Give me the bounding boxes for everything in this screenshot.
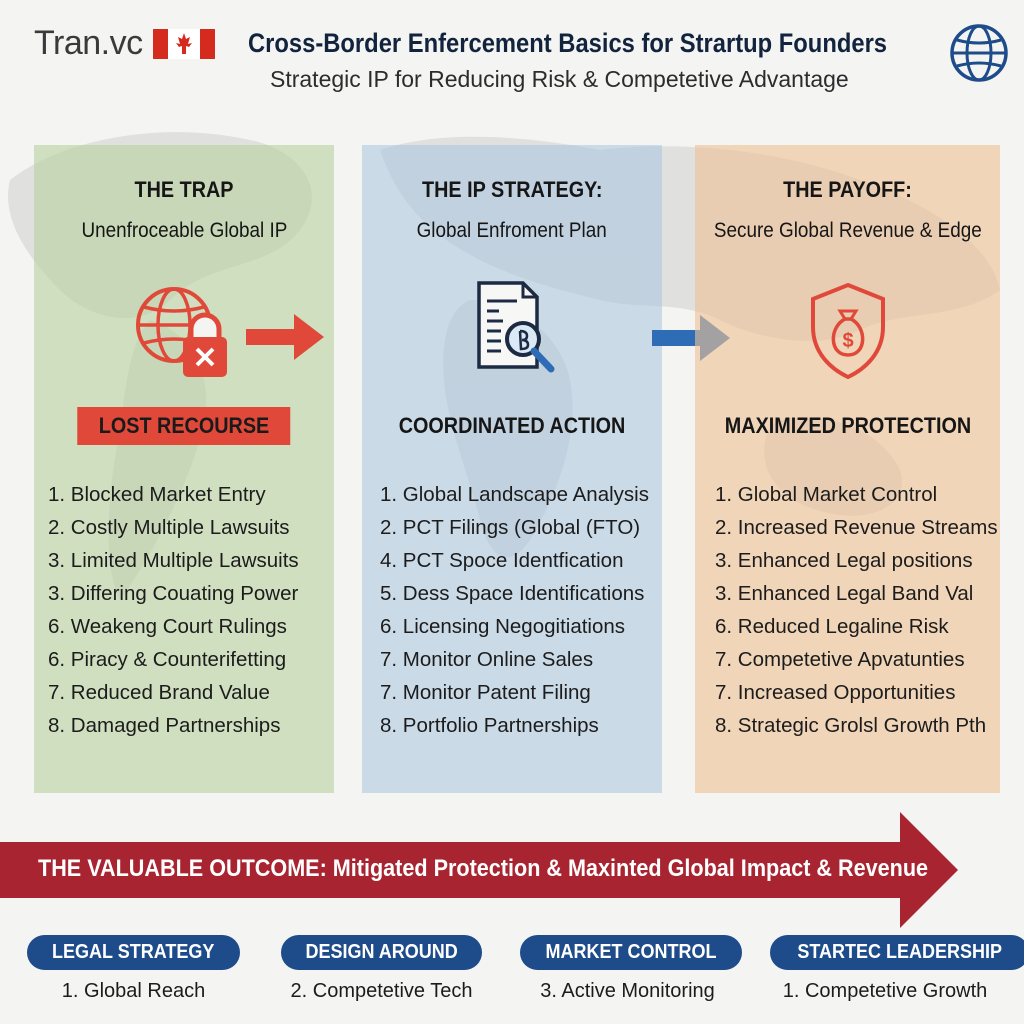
payoff-panel <box>695 145 1000 793</box>
list-item: 4. PCT Spoce Identfication <box>380 549 624 572</box>
pill-label: LEGAL STRATEGY <box>27 935 239 970</box>
list-item: 1. Global Landscape Analysis <box>380 483 649 506</box>
list-item: 6. Reduced Legaline Risk <box>715 615 949 638</box>
red-arrow-icon <box>246 312 326 362</box>
list-item: 6. Licensing Negogitiations <box>380 615 626 638</box>
shield-money-bag-icon <box>793 277 903 387</box>
payoff-subheading: Secure Global Revenue & Edge <box>713 219 982 242</box>
pill-label: STARTEC LEADERSHIP <box>770 935 1024 970</box>
list-item: 3. Enhanced Legal Band Val <box>715 582 974 605</box>
trap-subheading: Unenfroceable Global IP <box>81 219 287 242</box>
page-subtitle: Strategic IP for Reducing Risk & Competetive Advantage <box>270 66 849 92</box>
globe-icon <box>948 22 1010 84</box>
globe-lock-x-icon <box>129 277 239 387</box>
list-item: 6. Piracy & Counterifetting <box>48 648 287 671</box>
list-item: 8. Strategic Grolsl Growth Pth <box>715 714 987 737</box>
list-item: 7. Increased Opportunities <box>715 681 956 704</box>
list-item: 3. Limited Multiple Lawsuits <box>48 549 299 572</box>
pill-sub: 3. Active Monitoring <box>540 980 715 1002</box>
pill-sub: 1. Global Reach <box>61 980 206 1002</box>
list-item: 2. Increased Revenue Streams <box>715 516 998 539</box>
list-item: 8. Damaged Partnerships <box>48 714 281 737</box>
list-item: 3. Differing Couating Power <box>48 582 299 605</box>
coordinated-action-badge: COORDINATED ACTION <box>398 413 626 438</box>
list-item: 7. Reduced Brand Value <box>48 681 270 704</box>
pill-design-around <box>274 935 489 1003</box>
document-magnifier-icon <box>457 277 567 387</box>
brand-name: Tran.vc <box>34 24 143 62</box>
list-item: 1. Global Market Control <box>715 483 938 506</box>
list-item: 7. Monitor Online Sales <box>380 648 594 671</box>
payoff-list <box>715 478 998 742</box>
payoff-heading: THE PAYOFF: <box>783 177 912 202</box>
pill-startec-leadership <box>770 935 1003 1003</box>
lost-recourse-badge: LOST RECOURSE <box>77 407 290 445</box>
pill-sub: 2. Competetive Tech <box>290 980 473 1002</box>
canada-flag-icon <box>153 29 215 59</box>
list-item: 7. Competetive Apvatunties <box>715 648 965 671</box>
trap-list <box>48 478 299 742</box>
strategy-panel <box>362 145 662 793</box>
trap-panel <box>34 145 334 793</box>
outcome-banner-text: THE VALUABLE OUTCOME: Mitigated Protection & Maxinted Global Impact & Revenue <box>38 855 929 882</box>
pill-market-control <box>520 935 735 1003</box>
list-item: 2. PCT Filings (Global (FTO) <box>380 516 641 539</box>
brand-header <box>34 24 215 63</box>
list-item: 3. Enhanced Legal positions <box>715 549 973 572</box>
pill-label: MARKET CONTROL <box>520 935 742 970</box>
page-title: Cross-Border Enfercement Basics for Strartup Founders <box>248 28 888 58</box>
list-item: 2. Costly Multiple Lawsuits <box>48 516 290 539</box>
list-item: 1. Blocked Market Entry <box>48 483 266 506</box>
strategy-list <box>380 478 649 742</box>
pill-label: DESIGN AROUND <box>281 935 482 970</box>
list-item: 6. Weakeng Court Rulings <box>48 615 287 638</box>
list-item: 7. Monitor Patent Filing <box>380 681 591 704</box>
list-item: 5. Dess Space Identifications <box>380 582 645 605</box>
pill-legal-strategy <box>26 935 241 1003</box>
list-item: 8. Portfolio Partnerships <box>380 714 599 737</box>
svg-text:$: $ <box>841 330 854 352</box>
strategy-subheading: Global Enfroment Plan <box>416 219 608 242</box>
trap-heading: THE TRAP <box>134 177 234 202</box>
maximized-protection-badge: MAXIMIZED PROTECTION <box>724 413 971 438</box>
pill-sub: 1. Competetive Growth <box>782 980 988 1002</box>
strategy-heading: THE IP STRATEGY: <box>421 177 603 202</box>
